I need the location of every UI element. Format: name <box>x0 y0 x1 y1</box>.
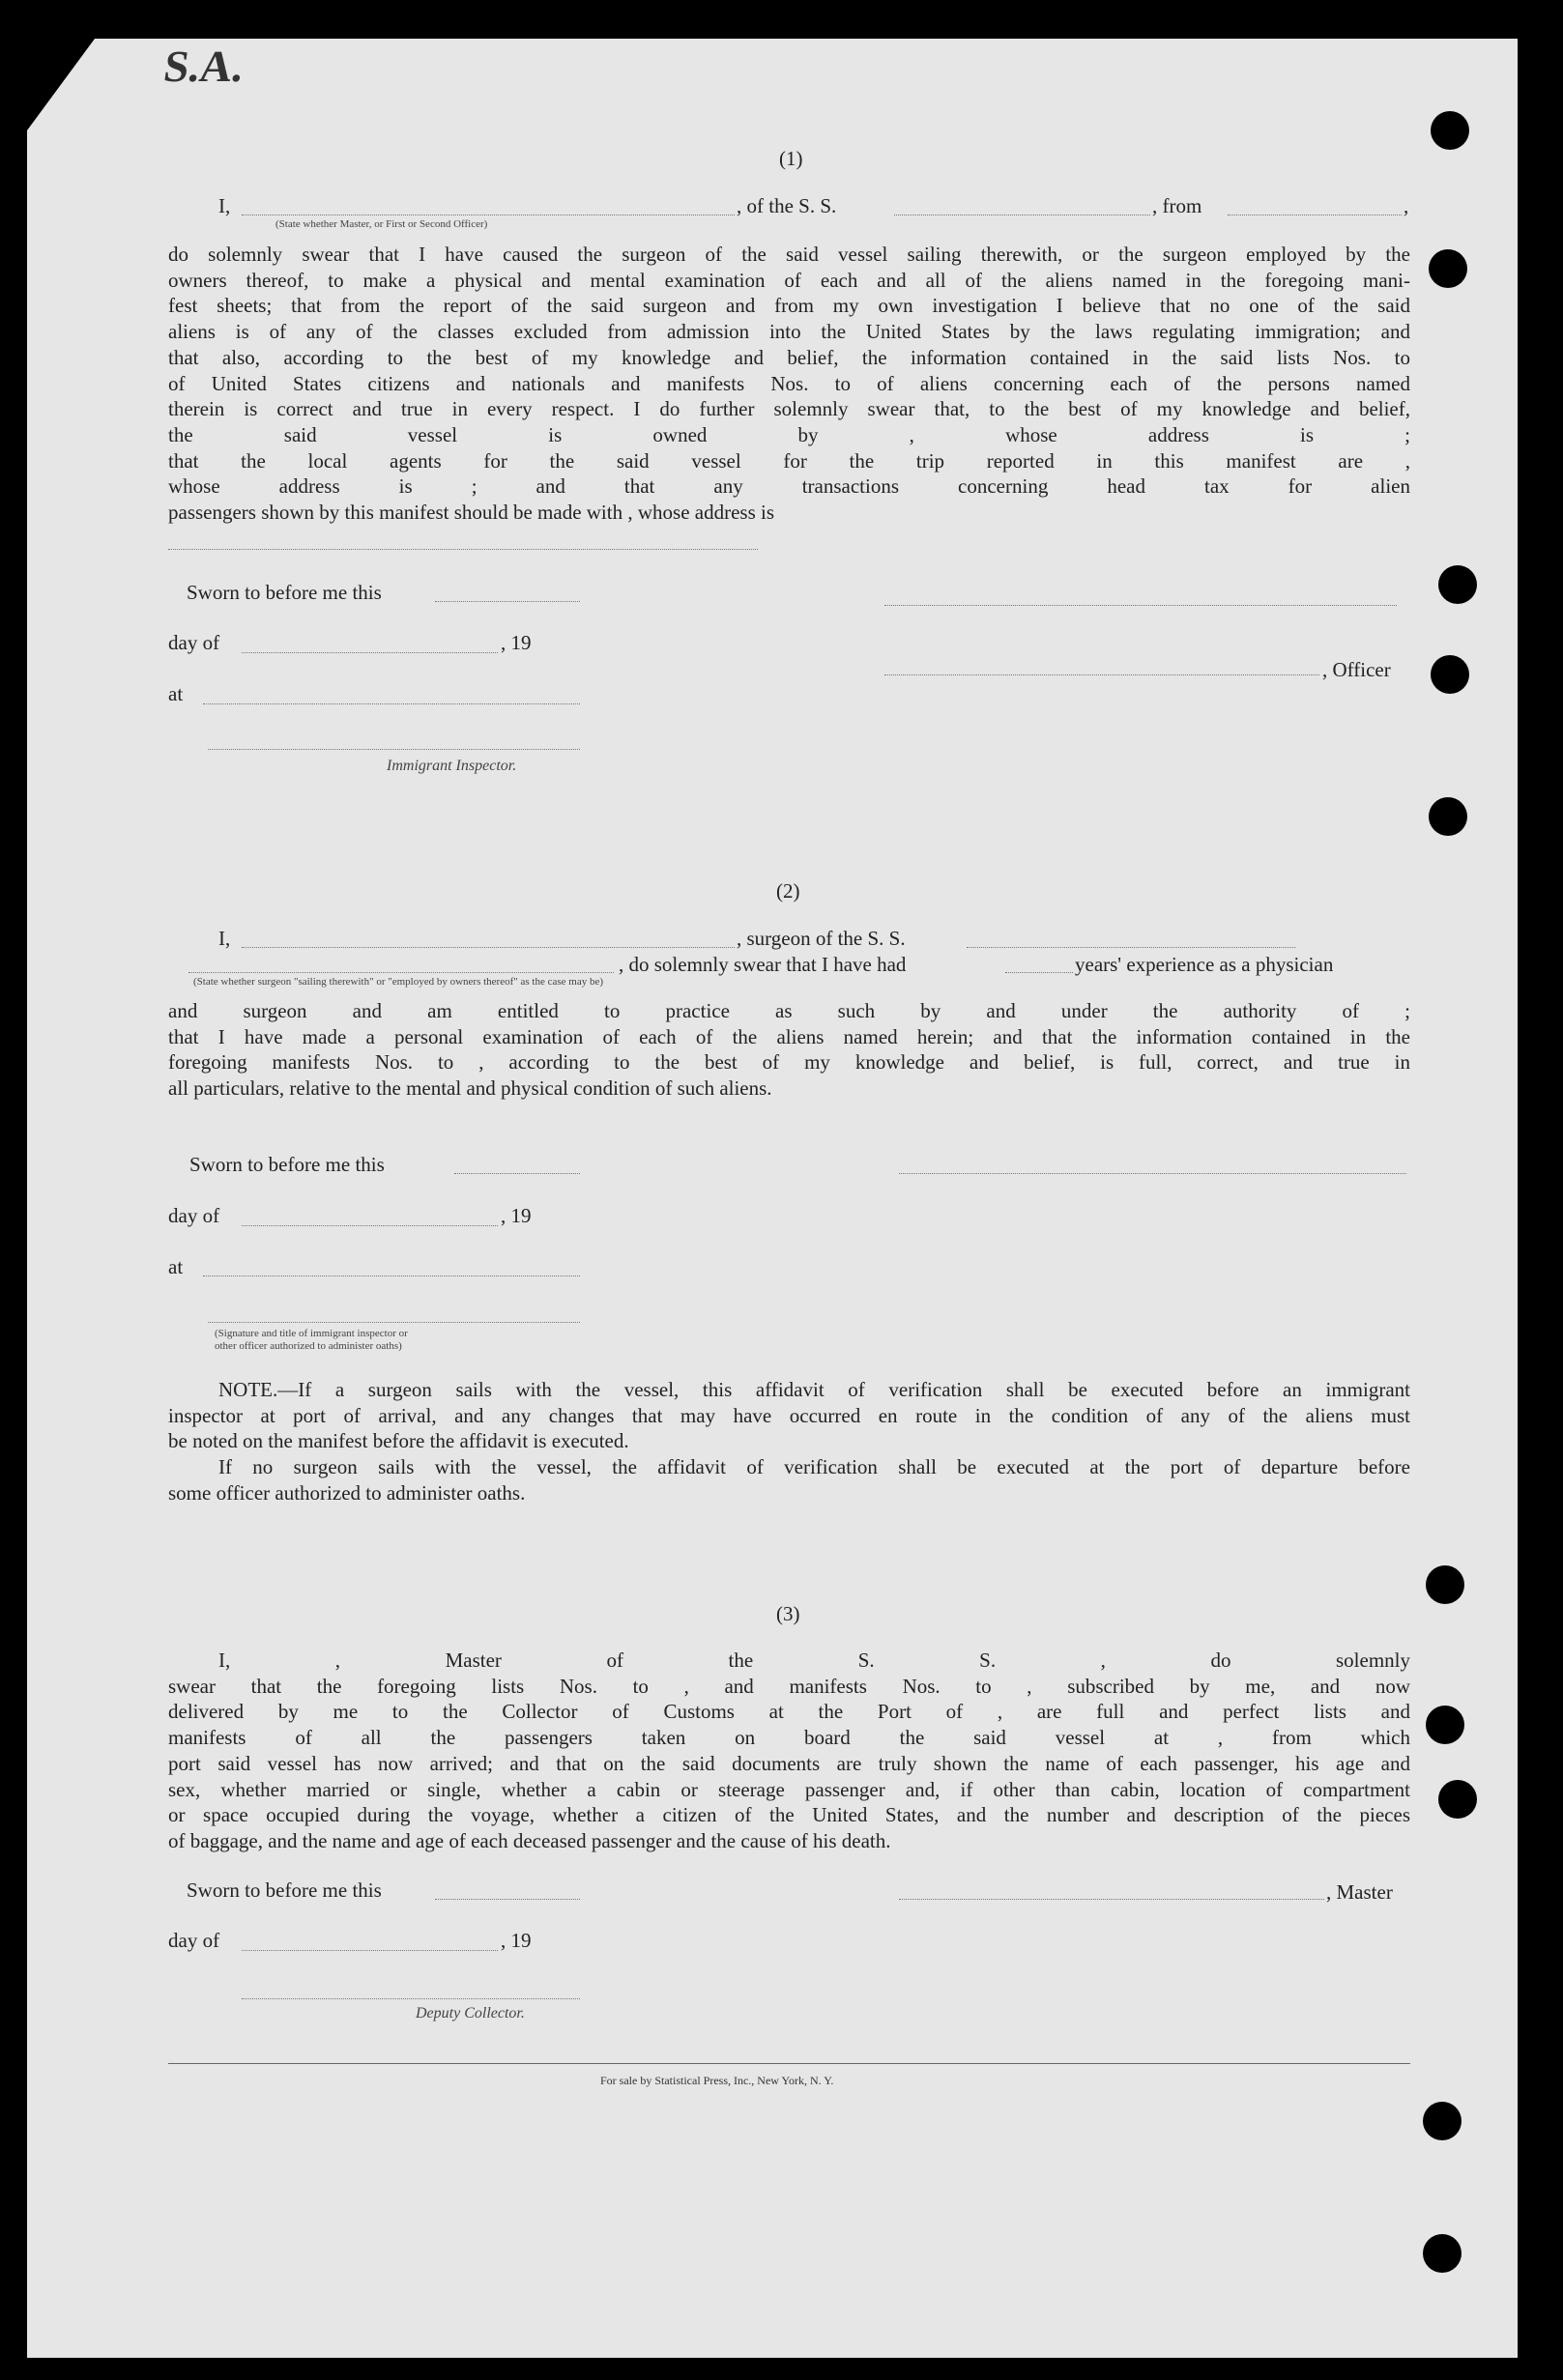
oath-line: fest sheets; that from the report of the said surgeon and from my own investigation I believe that no one of the said <box>168 294 1410 318</box>
s1-inspector-signature-field[interactable] <box>208 749 580 750</box>
punch-hole <box>1426 1565 1464 1604</box>
s2-years-label: years' experience as a physician <box>1075 953 1334 976</box>
oath-line: and surgeon and am entitled to practice as such by and under the authority of ; <box>168 999 1410 1022</box>
oath-line: that I have made a personal examination of each of the aliens named herein; and that the information contained in the <box>168 1024 1410 1048</box>
oath-line: passengers shown by this manifest should be made with , whose address is <box>168 501 774 525</box>
s3-month-field[interactable] <box>242 1950 498 1951</box>
s1-month-field[interactable] <box>242 652 498 653</box>
s2-i-label: I, <box>218 927 231 950</box>
s1-from-label: , from <box>1152 194 1202 217</box>
oath-line: owners thereof, to make a physical and mental examination of each and all of the aliens named in the foregoing mani- <box>168 268 1410 292</box>
s3-collector-signature-field[interactable] <box>242 1998 580 1999</box>
note-line: NOTE.—If a surgeon sails with the vessel, this affidavit of verification shall be executed before an immigrant <box>218 1378 1410 1401</box>
note-line: some officer authorized to administer oaths. <box>168 1480 526 1505</box>
s1-at-label: at <box>168 682 184 705</box>
s1-officer-label: , Officer <box>1322 658 1391 681</box>
footer-imprint: For sale by Statistical Press, Inc., New York, N. Y. <box>600 2074 834 2087</box>
section-1-number: (1) <box>779 147 803 170</box>
punch-hole <box>1438 1780 1477 1819</box>
s2-years-field[interactable] <box>1005 972 1073 973</box>
s2-day-of-label: day of <box>168 1204 220 1227</box>
s2-ship-name-field[interactable] <box>967 947 1295 948</box>
s2-swear-label: , do solemnly swear that I have had <box>619 953 907 976</box>
s1-inspector-caption: Immigrant Inspector. <box>387 758 517 774</box>
s2-note <box>168 1377 1410 1506</box>
punch-hole <box>1423 2234 1462 2273</box>
oath-line: sex, whether married or single, whether a cabin or steerage passenger and, if other than cabin, location of compartment <box>168 1777 1410 1801</box>
s2-month-field[interactable] <box>242 1225 498 1226</box>
s1-extra-address-field[interactable] <box>168 549 758 550</box>
s1-signature-field-1[interactable] <box>884 605 1397 606</box>
oath-line: all particulars, relative to the mental and physical condition of such aliens. <box>168 1076 772 1101</box>
corner-mark: S.A. <box>160 42 247 91</box>
oath-line: whose address is ; and that any transactions concerning head tax for alien <box>168 474 1410 499</box>
s2-sig-caption-1: (Signature and title of immigrant inspector or <box>215 1328 408 1339</box>
punch-hole <box>1429 797 1467 836</box>
s1-i-label: I, <box>218 194 231 217</box>
note-line: be noted on the manifest before the affidavit is executed. <box>168 1429 629 1453</box>
s3-day-of-label: day of <box>168 1929 220 1952</box>
oath-line: delivered by me to the Collector of Customs at the Port of , are full and perfect lists and <box>168 1700 1410 1724</box>
s1-sworn-label: Sworn to before me this <box>187 581 382 604</box>
oath-line: do solemnly swear that I have caused the surgeon of the said vessel sailing therewith, or the surgeon employed by the <box>168 243 1410 266</box>
section-2-number: (2) <box>776 879 800 903</box>
s1-year-label: , 19 <box>501 631 532 654</box>
s1-comma: , <box>1404 194 1409 217</box>
s2-oath-text <box>168 998 1410 1102</box>
s2-surgeon-caption: (State whether surgeon "sailing therewith" or "employed by owners thereof" as the case may be) <box>193 976 604 988</box>
s1-officer-caption: (State whether Master, or First or Second Officer) <box>275 218 488 230</box>
s1-sworn-day-field[interactable] <box>435 601 580 602</box>
oath-line: port said vessel has now arrived; and that on the said documents are truly shown the name of each passenger, his age and <box>168 1751 1410 1775</box>
section-3-number: (3) <box>776 1602 800 1625</box>
s2-signature-field[interactable] <box>899 1173 1406 1174</box>
punch-hole <box>1431 655 1469 694</box>
oath-line: that the local agents for the said vessel for the trip reported in this manifest are , <box>168 448 1410 473</box>
s1-day-of-label: day of <box>168 631 220 654</box>
s3-master-label: , Master <box>1326 1880 1393 1904</box>
s2-sworn-day-field[interactable] <box>454 1173 580 1174</box>
note-line: inspector at port of arrival, and any changes that may have occurred en route in the condition of any of the aliens must <box>168 1403 1410 1427</box>
s1-officer-signature-field[interactable] <box>884 674 1319 675</box>
oath-line: swear that the foregoing lists Nos. to , and manifests Nos. to , subscribed by me, and now <box>168 1674 1410 1698</box>
oath-line: or space occupied during the voyage, whether a citizen of the United States, and the number and description of the pieces <box>168 1803 1410 1827</box>
s3-sworn-label: Sworn to before me this <box>187 1878 382 1902</box>
punch-hole <box>1431 111 1469 150</box>
s2-sig-caption-2: other officer authorized to administer oaths) <box>215 1340 402 1352</box>
s3-collector-caption: Deputy Collector. <box>416 2005 525 2022</box>
punch-hole <box>1423 2102 1462 2140</box>
oath-line: therein is correct and true in every respect. I do further solemnly swear that, to the best of my knowledge and belief, <box>168 397 1410 421</box>
s1-at-place-field[interactable] <box>203 703 580 704</box>
s2-surgeon-status-field[interactable] <box>188 972 614 973</box>
oath-line: manifests of all the passengers taken on board the said vessel at , from which <box>168 1726 1410 1750</box>
oath-line: of baggage, and the name and age of each deceased passenger and the cause of his death. <box>168 1828 891 1852</box>
punch-hole <box>1429 249 1467 288</box>
s3-sworn-day-field[interactable] <box>435 1899 580 1900</box>
s3-master-signature-field[interactable] <box>899 1899 1324 1900</box>
s3-oath-text <box>168 1648 1410 1854</box>
oath-line: that also, according to the best of my knowledge and belief, the information contained in the said lists Nos. to <box>168 345 1410 369</box>
footer-rule <box>168 2063 1410 2064</box>
oath-line: foregoing manifests Nos. to , according to the best of my knowledge and belief, is full, correct, and true in <box>168 1050 1410 1075</box>
oath-line: I, , Master of the S. S. , do solemnly <box>218 1649 1410 1672</box>
s1-of-ss-label: , of the S. S. <box>737 194 837 217</box>
s3-year-label: , 19 <box>501 1929 532 1952</box>
punch-hole <box>1426 1706 1464 1744</box>
s2-surgeon-name-field[interactable] <box>242 947 735 948</box>
s2-inspector-signature-field[interactable] <box>208 1322 580 1323</box>
punch-hole <box>1438 565 1477 604</box>
s2-sworn-label: Sworn to before me this <box>189 1153 385 1176</box>
s2-at-label: at <box>168 1255 184 1278</box>
s2-year-label: , 19 <box>501 1204 532 1227</box>
note-line: If no surgeon sails with the vessel, the affidavit of verification shall be executed at the port of departure before <box>218 1455 1410 1479</box>
s1-oath-text <box>168 242 1410 526</box>
oath-line: the said vessel is owned by , whose address is ; <box>168 422 1410 446</box>
oath-line: aliens is of any of the classes excluded from admission into the United States by the laws regulating immigration; and <box>168 320 1410 344</box>
oath-line: of United States citizens and nationals and manifests Nos. to of aliens concerning each of the persons named <box>168 371 1410 395</box>
s2-surgeon-of-label: , surgeon of the S. S. <box>737 927 906 950</box>
